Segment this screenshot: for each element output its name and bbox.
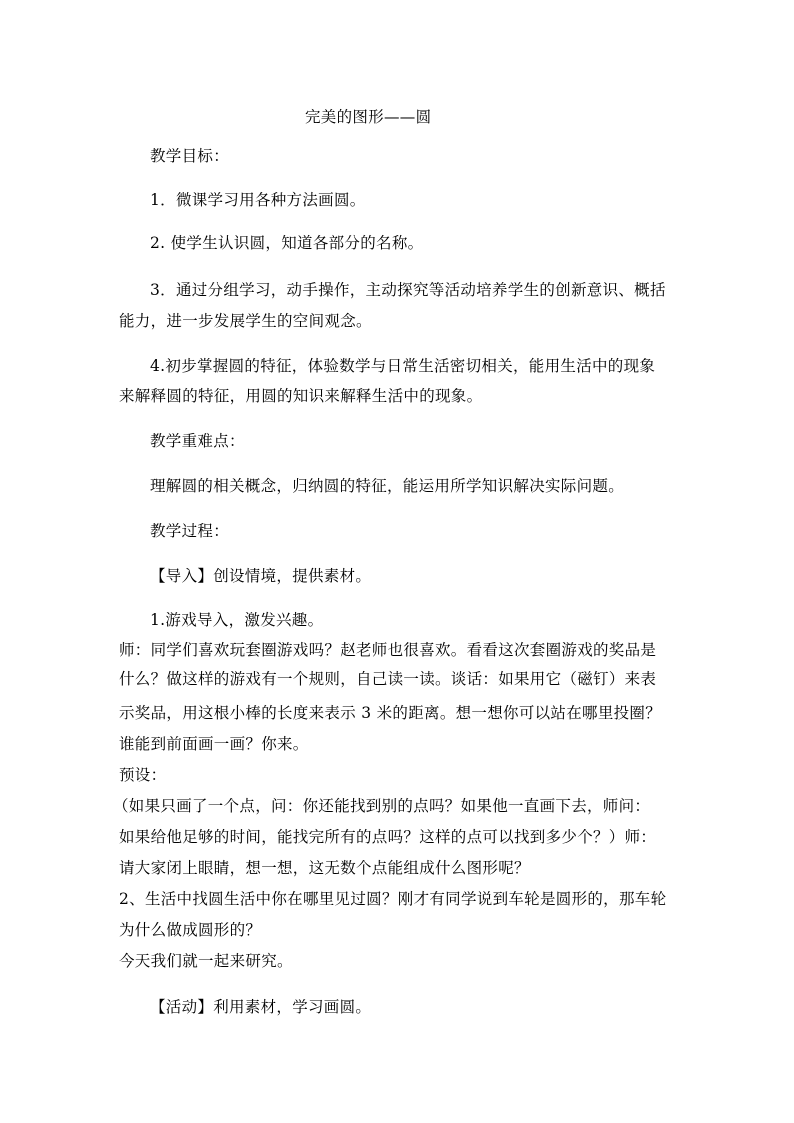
- intro-step: 1.游戏导入，激发兴趣。: [150, 611, 324, 629]
- page-title: 完美的图形——圆: [305, 108, 432, 126]
- objectives-heading: 教学目标：: [150, 147, 230, 165]
- objective-4-continued: 来解释圆的特征，用圆的知识来解释生活中的现象。: [119, 387, 483, 405]
- teacher-line-1: 师：同学们喜欢玩套圈游戏吗？赵老师也很喜欢。看看这次套圈游戏的奖品是: [119, 641, 657, 659]
- objective-1: 1．微课学习用各种方法画圆。: [150, 191, 366, 209]
- preset-line-2: 如果给他足够的时间，能找完所有的点吗？这样的点可以找到多少个？）师：: [119, 828, 657, 846]
- teacher-line-2: 什么？做这样的游戏有一个规则，自己读一读。谈话：如果用它（磁钉）来表: [119, 670, 657, 688]
- teacher-line-3: 示奖品，用这根小棒的长度来表示 3 米的距离。想一想你可以站在哪里投圈？: [119, 704, 662, 722]
- preset-line-3: 请大家闭上眼睛，想一想，这无数个点能组成什么图形呢？: [119, 859, 530, 877]
- preset-line-1: （如果只画了一个点，问：你还能找到别的点吗？如果他一直画下去，师问：: [113, 797, 651, 815]
- objective-3-continued: 能力，进一步发展学生的空间观念。: [119, 312, 372, 330]
- key-points-text: 理解圆的相关概念，归纳圆的特征，能运用所学知识解决实际问题。: [150, 477, 625, 495]
- objective-3: 3．通过分组学习，动手操作，主动探究等活动培养学生的创新意识、概括: [150, 281, 666, 299]
- life-line-2: 为什么做成圆形的？: [119, 921, 262, 939]
- preset-label: 预设：: [119, 766, 167, 784]
- key-points-heading: 教学重难点：: [150, 432, 245, 450]
- objective-4: 4.初步掌握圆的特征，体验数学与日常生活密切相关，能用生活中的现象: [150, 357, 656, 375]
- life-line-3: 今天我们就一起来研究。: [119, 952, 293, 970]
- life-line-1: 2、生活中找圆生活中你在哪里见过圆？刚才有同学说到车轮是圆形的，那车轮: [119, 890, 667, 908]
- objective-2: 2. 使学生认识圆，知道各部分的名称。: [150, 234, 424, 252]
- process-heading: 教学过程：: [150, 522, 230, 540]
- intro-section-heading: 【导入】创设情境，提供素材。: [150, 567, 372, 585]
- activity-section-heading: 【活动】利用素材，学习画圆。: [150, 998, 372, 1016]
- teacher-line-4: 谁能到前面画一画？你来。: [119, 735, 309, 753]
